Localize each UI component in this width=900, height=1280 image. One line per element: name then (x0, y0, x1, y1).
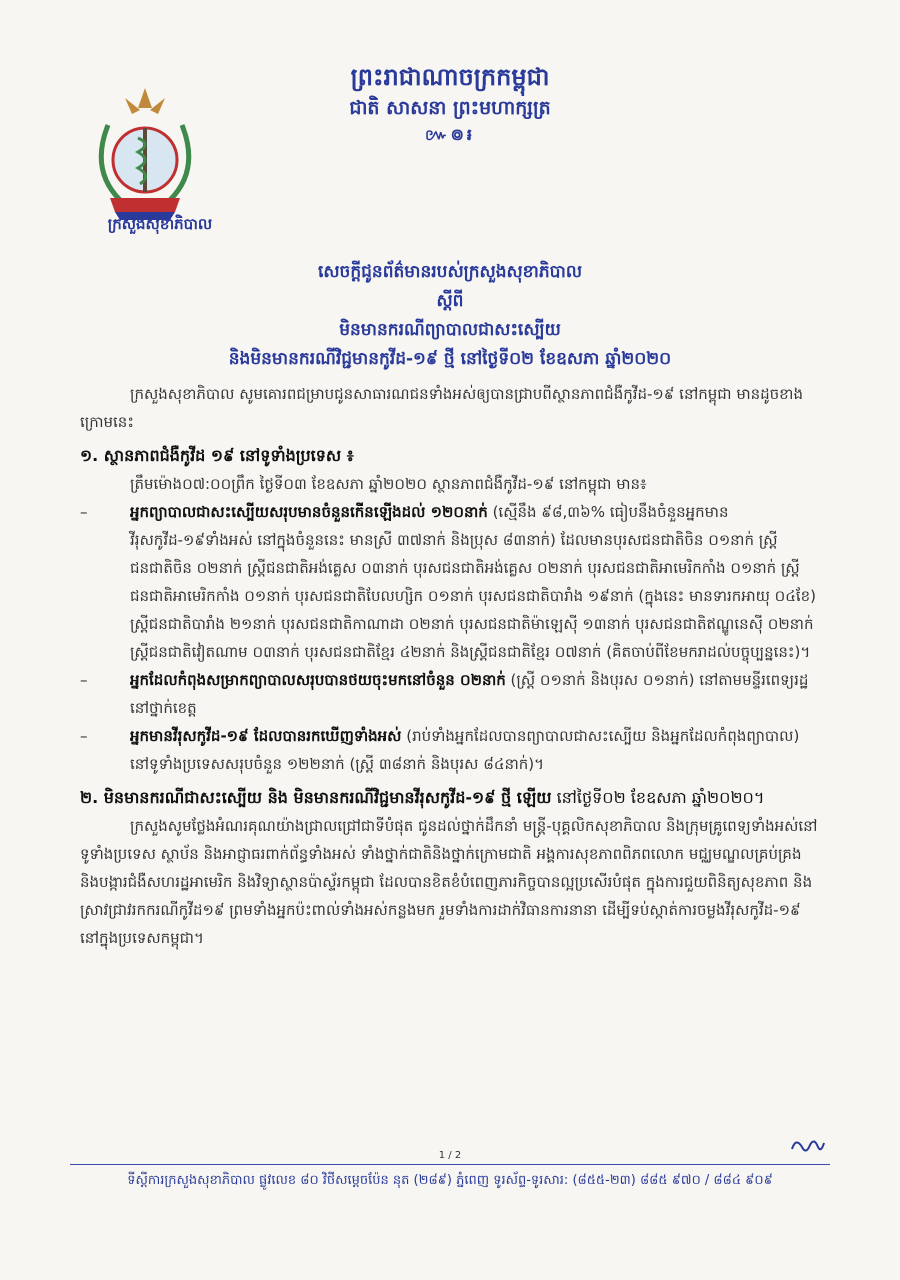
item-1-lead: អ្នកព្យាបាលជាសះស្បើយសរុបមានចំនួនកើនឡើងដល់ ១២០នាក់ (130, 503, 488, 521)
footer-divider (70, 1164, 830, 1165)
footer-address: ទីស្តីការក្រសួងសុខាភិបាល ផ្លូវលេខ ៨០ វិថីសម្តេចប៉ែន នុត (២៨៩) ភ្នំពេញ ទូរស័ព្ទ-ទូរសារ: (៨៥៥-២៣) ៨៨៥ ៩៧០ / ៨៨៤ ៩០៩ (127, 1173, 773, 1188)
section-2-heading-date: នៅថ្ងៃទី០២ ខែឧសភា ឆ្នាំ២០២០។ (551, 788, 765, 807)
page-number: 1 / 2 (438, 1150, 462, 1161)
kingdom-title: ព្រះរាជាណាចក្រកម្ពុជា (350, 63, 550, 91)
section-2-heading-bold: ២. មិនមានករណីជាសះស្បើយ និង មិនមានករណីវិជ្ជមានវីរុសកូវីដ-១៩ ថ្មី ឡើយ (80, 788, 552, 807)
list-item (80, 722, 820, 778)
document-title (0, 258, 900, 374)
item-2-lead: អ្នកដែលកំពុងសម្រាកព្យាបាលសរុបបានថយចុះមកនៅចំនួន ០២នាក់ (130, 671, 506, 689)
signature-initials-icon (788, 1135, 828, 1159)
section-1-heading: ១. ស្ថានភាពជំងឺកូវីដ ១៩ នៅទូទាំងប្រទេស ៖ (80, 446, 354, 465)
title-line-4: និងមិនមានករណីវិជ្ជមានកូវីដ-១៩ ថ្មី នៅថ្ងៃទី០២ ខែឧសភា ឆ្នាំ២០២០ (228, 349, 672, 369)
list-dash: – (80, 727, 88, 745)
list-dash: – (80, 503, 88, 521)
title-line-3: មិនមានករណីព្យាបាលជាសះស្បើយ (339, 320, 561, 340)
list-item (80, 498, 820, 666)
section-2-heading (80, 784, 820, 812)
ornament-divider: ៚៙៛ (424, 125, 475, 144)
list-dash: – (80, 671, 88, 689)
document-body (80, 380, 820, 952)
item-3-text: (រាប់ទាំងអ្នកដែលបានព្យាបាលជាសះស្បើយ និងអ្នកដែលកំពុងព្យាបាល) នៅទូទាំងប្រទេសសរុបចំនួន ១២២នាក់ (ស្ត្រី ៣៨នាក់ និងបុរស ៨៤នាក់)។ (130, 727, 800, 773)
section-2-paragraph: ក្រសួងសូមថ្លែងអំណរគុណយ៉ាងជ្រាលជ្រៅជាទីបំផុត ជូនដល់ថ្នាក់ដឹកនាំ មន្ត្រី-បុគ្គលិកសុខាភិបាល និងក្រុមគ្រូពេទ្យទាំងអស់នៅទូទាំងប្រទេស ស្ថាប័ន និងអាជ្ញាធរពាក់ព័ន្ធទាំងអស់ ទាំងថ្នាក់ជាតិនិងថ្នាក់ក្រោមជាតិ អង្គការសុខភាពពិភពលោក មជ្ឈមណ្ឌលគ្រប់គ្រងនិងបង្ការជំងឺសហរដ្ឋអាមេរិក និងវិទ្យាស្ថានប៉ាស្ទ័រកម្ពុជា ដែលបានខិតខំបំពេញភារកិច្ចបានល្អប្រសើរបំផុត ក្នុងការជួយពិនិត្យសុខភាព និងស្រាវជ្រាវរកករណីកូវីដ១៩ ព្រមទាំងអ្នកប៉ះពាល់ទាំងអស់កន្លងមក រួមទាំងការដាក់វិធានការនានា ដើម្បីទប់ស្កាត់ការចម្លងវីរុសកូវីដ-១៩ នៅក្នុងប្រទេសកម្ពុជា។ (80, 817, 818, 947)
national-motto: ជាតិ សាសនា ព្រះមហាក្សត្រ (349, 97, 551, 119)
title-line-2: ស្តីពី (436, 291, 464, 311)
item-3-lead: អ្នកមានវីរុសកូវីដ-១៩ ដែលបានរកឃើញទាំងអស់ (130, 727, 402, 745)
title-line-1: សេចក្តីជូនព័ត៌មានរបស់ក្រសួងសុខាភិបាល (317, 262, 583, 282)
list-item (80, 666, 820, 722)
ministry-name: ក្រសួងសុខាភិបាល (107, 215, 213, 233)
item-1-text: (ស្មើនឹង ៩៨,៣៦% ធៀបនឹងចំនួនអ្នកមានវីរុសកូវីដ-១៩ទាំងអស់ នៅក្នុងចំនួននេះ មានស្រី ៣៧នាក់ និងប្រុស ៨៣នាក់) ដែលមានបុរសជនជាតិចិន ០១នាក់ ស្ត្រីជនជាតិចិន ០២នាក់ ស្ត្រីជនជាតិអង់គ្លេស ០៣នាក់ បុរសជនជាតិអង់គ្លេស ០២នាក់ បុរសជនជាតិអាមេរិកកាំង ០១នាក់ ស្ត្រីជនជាតិអាមេរិកកាំង ០១នាក់ បុរសជនជាតិបែលហ្សិក ០១នាក់ បុរសជនជាតិបារាំង ១៩នាក់ (ក្នុងនេះ មានទារកអាយុ ០៤ខែ) ស្ត្រីជនជាតិបារាំង ២១នាក់ បុរសជនជាតិកាណាដា ០២នាក់ បុរសជនជាតិម៉ាឡេស៊ី ១៣នាក់ បុរសជនជាតិឥណ្ឌូនេស៊ី ០២នាក់ ស្ត្រីជនជាតិវៀតណាម ០៣នាក់ បុរសជនជាតិខ្មែរ ៤២នាក់ និងស្ត្រីជនជាតិខ្មែរ ០៧នាក់ (គិតចាប់ពីខែមករាដល់បច្ចុប្បន្ននេះ)។ (130, 503, 817, 661)
item-2-text: (ស្ត្រី ០១នាក់ និងបុរស ០១នាក់) នៅតាមមន្ទីរពេទ្យរដ្ឋនៅថ្នាក់ខេត្ត (130, 671, 809, 717)
section-1-status: ត្រឹមម៉ោង០៧:០០ព្រឹក ថ្ងៃទី០៣ ខែឧសភា ឆ្នាំ២០២០ ស្ថានភាពជំងឺកូវីដ-១៩ នៅកម្ពុជា មាន៖ (130, 475, 647, 493)
intro-paragraph: ក្រសួងសុខាភិបាល សូមគោរពជម្រាបជូនសាធារណជនទាំងអស់ឲ្យបានជ្រាបពីស្ថានភាពជំងឺកូវីដ-១៩ នៅកម្ពុជា មានដូចខាងក្រោមនេះ (80, 385, 803, 431)
